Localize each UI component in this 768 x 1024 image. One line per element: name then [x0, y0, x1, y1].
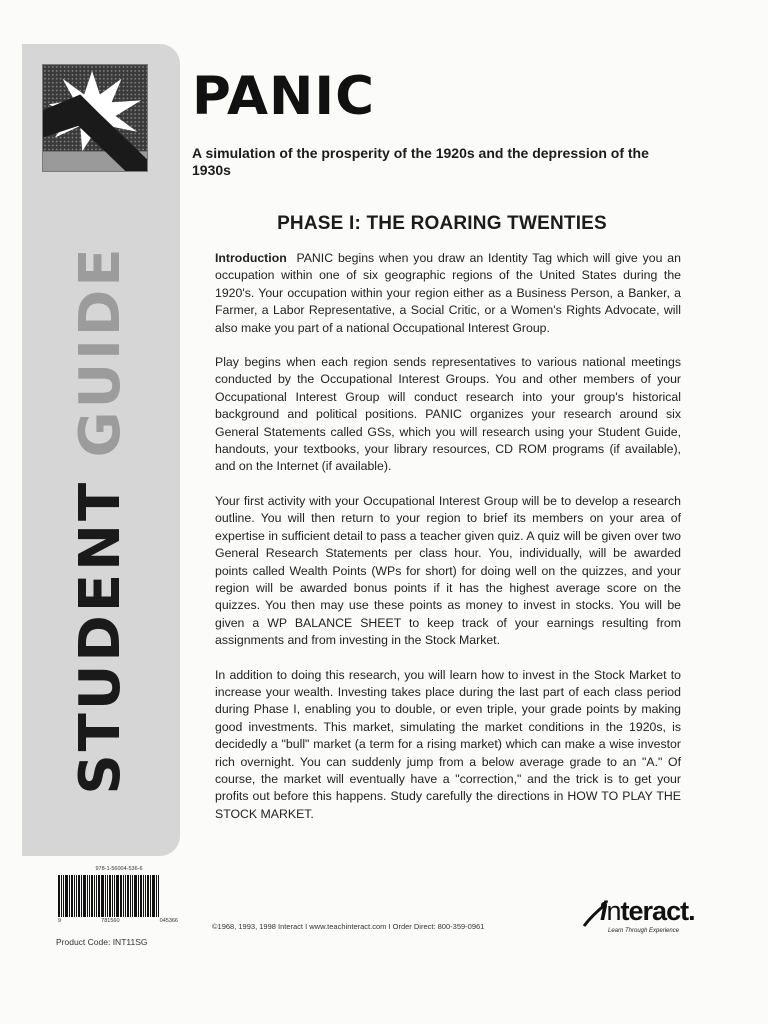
barcode-bar: [158, 875, 159, 917]
barcode-bar: [132, 875, 133, 917]
copyright-footer: ©1968, 1993, 1998 Interact I www.teachinteract.com I Order Direct: 800-359-0961: [212, 922, 485, 931]
section-heading: PHASE I: THE ROARING TWENTIES: [277, 213, 607, 234]
barcode-bar: [147, 875, 149, 917]
brand-name-n: n: [606, 896, 621, 926]
brand-name: [600, 896, 695, 927]
barcode-bar: [105, 875, 106, 917]
paragraph-2: Play begins when each region sends representatives to various national meetings conducted by the Occupational Interest Groups. You and other members of your Occupational Interest Group will conduct research into your group's historical background and political positions. PANIC organizes your research around six General Statements called GSs, which you will research using your Student Guide, handouts, your textbooks, your library resources, CD ROM programs (if available), and on the Internet (if available).: [215, 355, 681, 474]
barcode-bar: [125, 875, 126, 917]
barcode-bar: [71, 875, 73, 917]
vertical-title-student: STUDENT: [68, 479, 133, 795]
barcode-bar: [63, 875, 64, 917]
barcode-numbers: [58, 918, 178, 924]
barcode-num-mid: 781560: [101, 918, 120, 924]
barcode-bar: [150, 875, 151, 917]
barcode-bar: [69, 875, 70, 917]
explosion-icon: [43, 65, 147, 171]
barcode-bar: [87, 875, 88, 917]
barcode-bar: [123, 875, 124, 917]
vertical-title-guide: GUIDE: [68, 245, 133, 458]
brand-name-act: teract.: [620, 896, 695, 926]
barcode-bar: [74, 875, 75, 917]
barcode-bar: [138, 875, 139, 917]
barcode-bar: [114, 875, 115, 917]
barcode-bar: [127, 875, 129, 917]
barcode-bar: [156, 875, 157, 917]
barcode-num-right: 045366: [159, 918, 178, 924]
interact-logo: [582, 896, 712, 940]
barcode-bar: [120, 875, 122, 917]
product-code: Product Code: INT11SG: [56, 937, 148, 947]
barcode-bar: [130, 875, 131, 917]
barcode-bar: [152, 875, 155, 917]
barcode-bars: [58, 875, 176, 917]
page-subtitle: A simulation of the prosperity of the 1920s and the depression of the 1930s: [192, 145, 649, 178]
isbn-number: 978-1-56004-536-6: [95, 866, 143, 872]
brand-name-i: i: [600, 896, 607, 926]
barcode-bar: [145, 875, 146, 917]
paragraph-4: In addition to doing this research, you will learn how to invest in the Stock Market to increase your wealth. Investing takes place during the last part of each class period during Phase I, enabling you to double, or even triple, your grade points by making good investments. This market, simulating the market conditions in the 1920s, is decidedly a "bull" market (a term for a rising market) which can make a wise investor rich overnight. You can suddenly jump from a below average grade to an "A." Of course, the market will eventually have a "correction," and the trick is to get your profits out before this happens. Study carefully the directions in HOW TO PLAY THE STOCK MARKET.: [215, 667, 681, 821]
barcode-bar: [78, 875, 80, 917]
barcode-bar: [134, 875, 137, 917]
introduction-label: Introduction: [215, 251, 287, 265]
barcode-bar: [65, 875, 68, 917]
page-title: PANIC: [192, 66, 375, 127]
barcode-bar: [143, 875, 144, 917]
barcode-num-left: 9: [58, 918, 62, 924]
barcode-bar: [98, 875, 100, 917]
barcode-bar: [61, 875, 62, 917]
barcode-bar: [101, 875, 104, 917]
barcode: [58, 866, 188, 924]
brand-tagline: Learn Through Experience: [608, 928, 680, 934]
paragraph-introduction: [215, 250, 681, 337]
barcode-bar: [107, 875, 108, 917]
body-text: [215, 250, 681, 840]
paragraph-3: Your first activity with your Occupational Interest Group will be to develop a research outline. You will then return to your region to brief its members on your area of expertise in sufficient detail to pass a teacher given quiz. A quiz will be given over two General Research Statements per class hour. You, individually, will be awarded points called Wealth Points (WPs for short) for doing well on the quizzes, and your region will be awarded bonus points if it has the highest average score on the quizzes. You then may use these points as money to invest in stocks. You will be given a WP BALANCE SHEET to keep track of your earnings resulting from assignments and from investing in the Stock Market.: [215, 493, 681, 648]
barcode-bar: [83, 875, 86, 917]
barcode-bar: [94, 875, 95, 917]
barcode-bar: [81, 875, 82, 917]
student-guide-vertical-title: [68, 245, 133, 795]
paragraph-1-text: PANIC begins when you draw an Identity Tag which will give you an occupation within one of six geographic regions of the United States during the 1920's. Your occupation within your region either as a Business Person, a Banker, a Farmer, a Labor Representative, a Social Critic, or a Women's Rights Advocate, will also make you part of a national Occupational Interest Group.: [215, 251, 681, 335]
barcode-bar: [76, 875, 77, 917]
barcode-bar: [112, 875, 113, 917]
barcode-bar: [89, 875, 90, 917]
panic-logo: [42, 64, 148, 172]
barcode-bar: [96, 875, 97, 917]
barcode-bar: [109, 875, 111, 917]
barcode-bar: [116, 875, 119, 917]
barcode-bar: [58, 875, 60, 917]
barcode-bar: [140, 875, 142, 917]
barcode-bar: [91, 875, 93, 917]
